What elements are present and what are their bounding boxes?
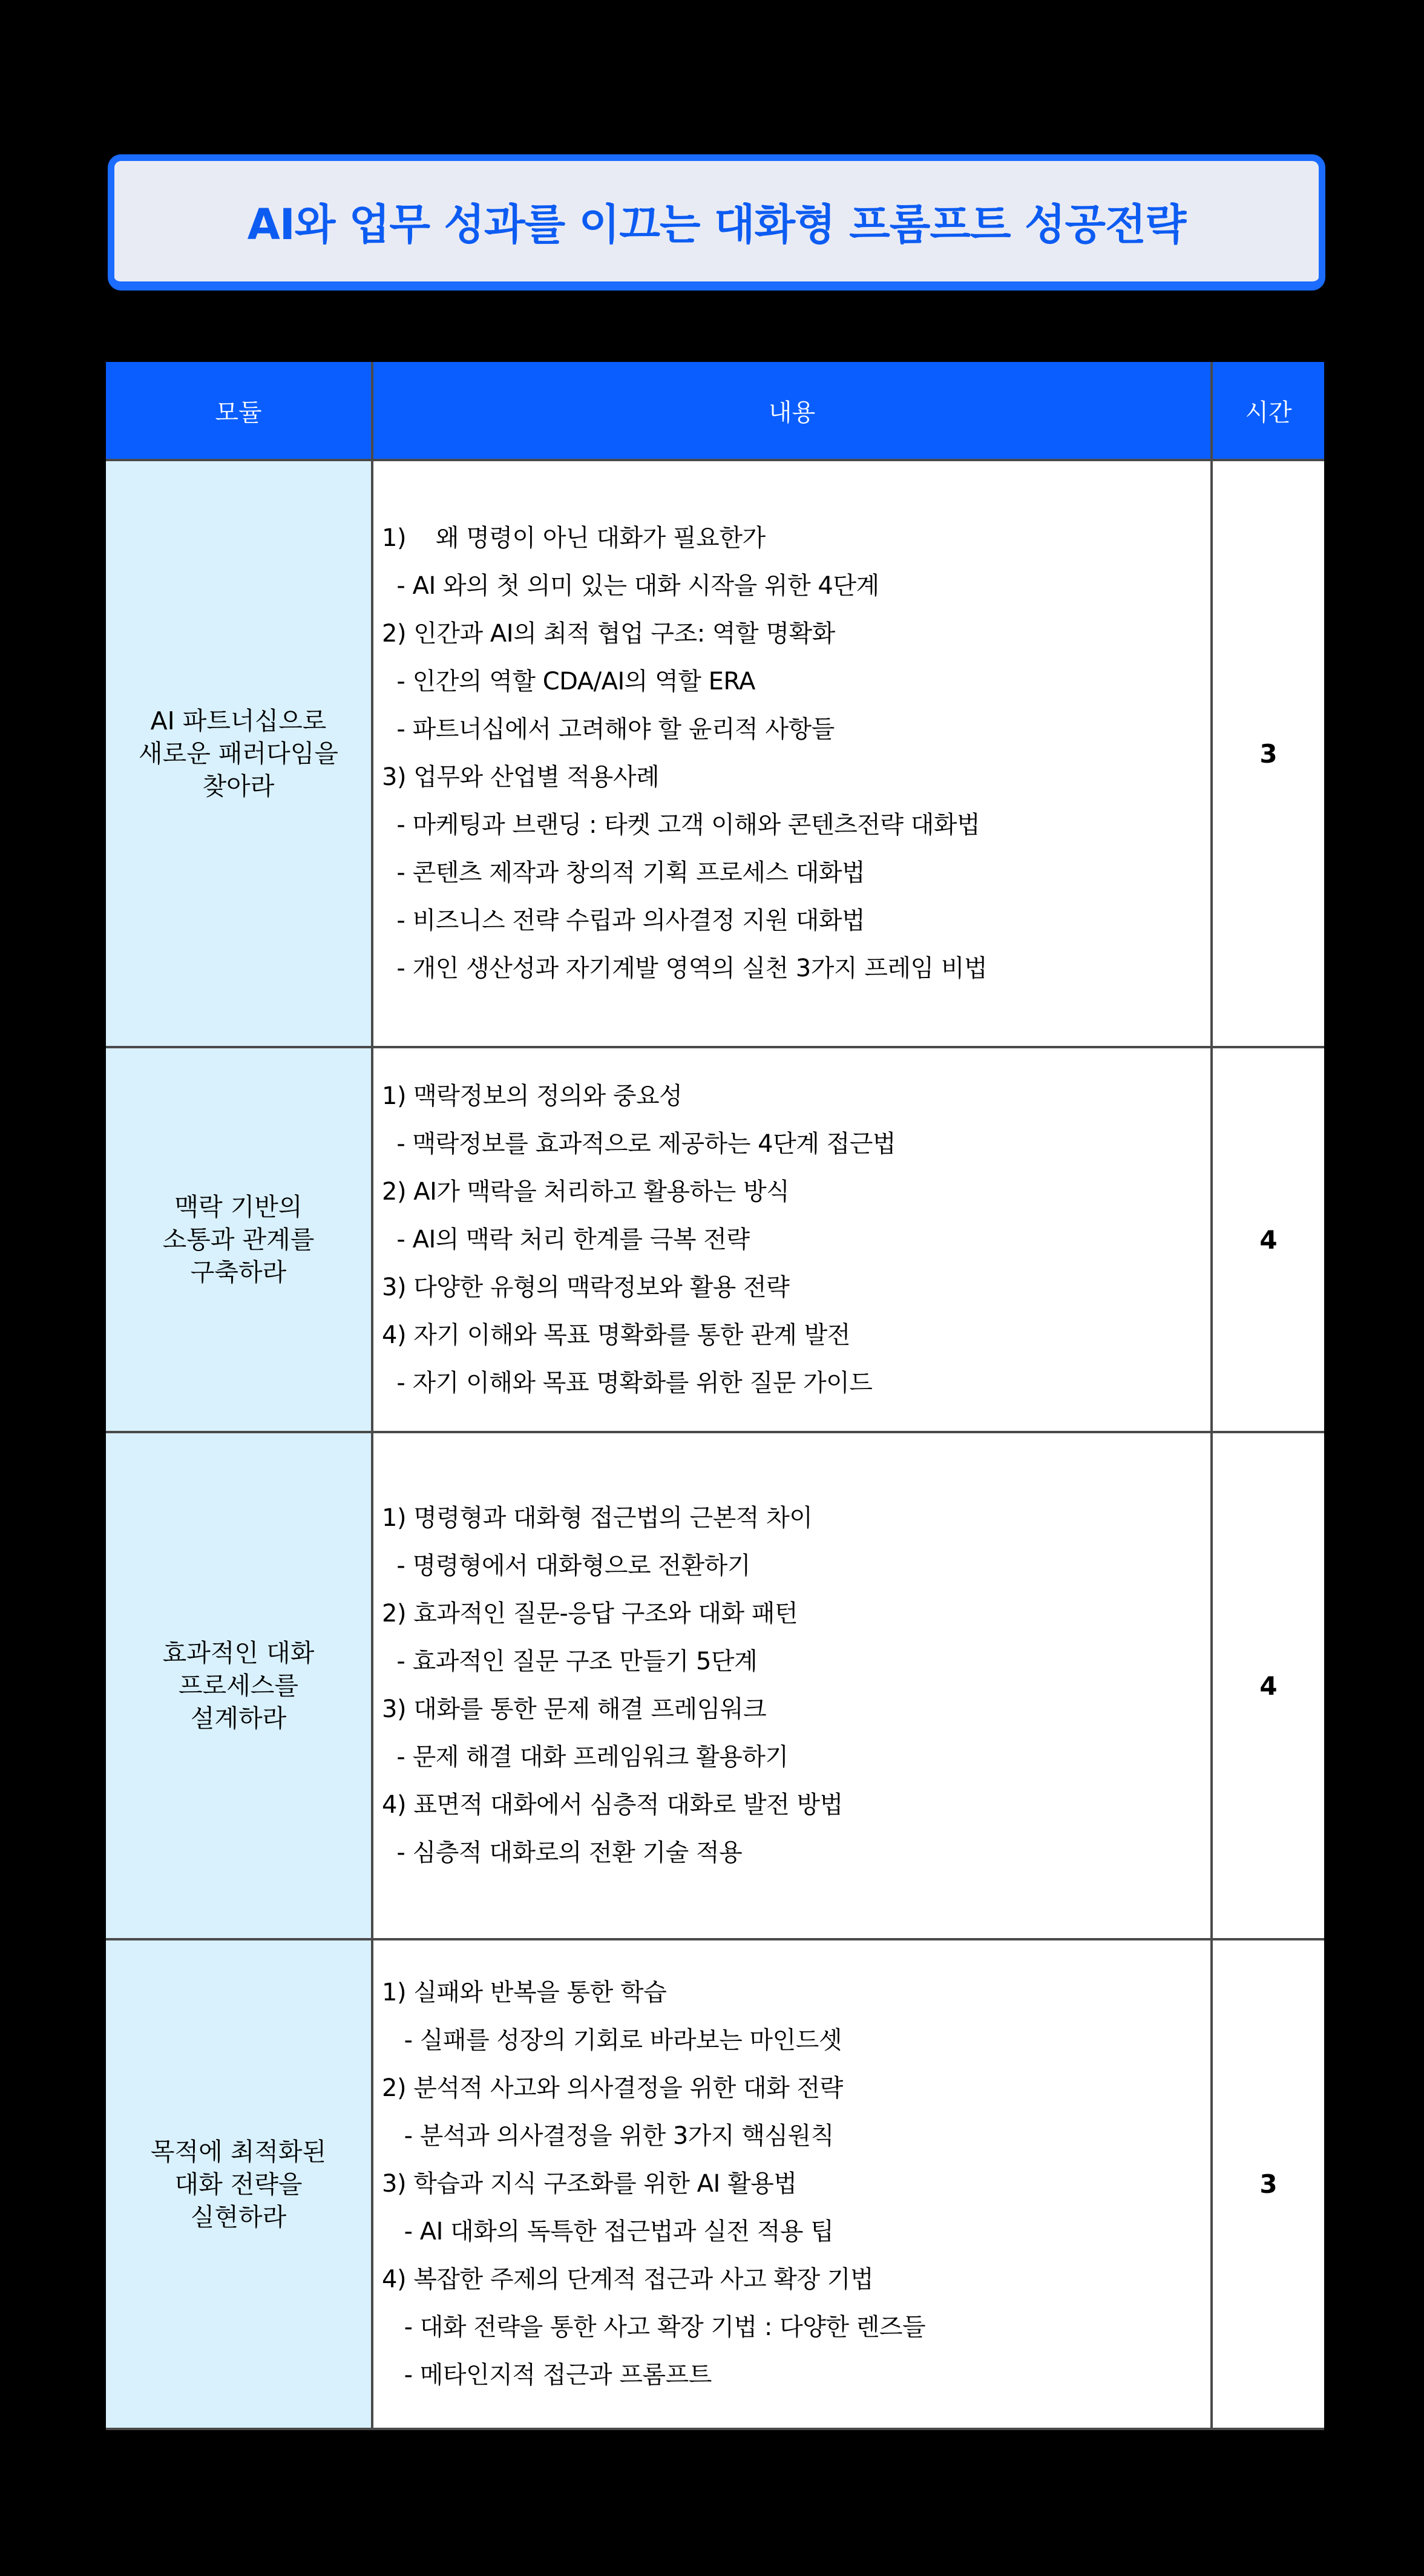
content-line: - 실패를 성장의 기회로 바라보는 마인드셋	[382, 2026, 842, 2054]
module-name-line: 구축하라	[190, 1258, 287, 1287]
module-name-line: 실현하라	[190, 2202, 287, 2232]
module-name-line: 소통과 관계를	[162, 1225, 315, 1254]
module-cell	[106, 1939, 372, 2429]
module-name-line: 새로운 패러다임을	[139, 739, 338, 768]
content-line: - 효과적인 질문 구조 만들기 5단계	[382, 1648, 758, 1675]
time-cell: 4	[1212, 1047, 1324, 1432]
content-line: - 콘텐츠 제작과 창의적 기획 프로세스 대화법	[382, 859, 865, 887]
table-row	[106, 1939, 1324, 2429]
time-cell: 3	[1212, 460, 1324, 1047]
curriculum-table	[106, 362, 1324, 2430]
content-line: 4) 자기 이해와 목표 명확화를 통한 관계 발전	[382, 1321, 850, 1349]
table-header-row	[106, 362, 1324, 460]
content-line: - 분석과 의사결정을 위한 3가지 핵심원칙	[382, 2122, 834, 2150]
module-cell	[106, 1432, 372, 1939]
content-line: - 마케팅과 브랜딩 : 타켓 고객 이해와 콘텐츠전략 대화법	[382, 811, 980, 839]
title-banner	[108, 154, 1325, 291]
header-module: 모듈	[106, 362, 372, 460]
header-time: 시간	[1212, 362, 1324, 460]
content-line: - 비즈니스 전략 수립과 의사결정 지원 대화법	[382, 907, 865, 935]
content-line: 4) 복잡한 주제의 단계적 접근과 사고 확장 기법	[382, 2266, 874, 2293]
time-cell: 3	[1212, 1939, 1324, 2429]
content-line: 2) 효과적인 질문-응답 구조와 대화 패턴	[382, 1600, 798, 1628]
table-row	[106, 1432, 1324, 1939]
content-line: - 심층적 대화로의 전환 기술 적용	[382, 1839, 743, 1867]
content-cell	[372, 1047, 1212, 1432]
content-line: - 대화 전략을 통한 사고 확장 기법 : 다양한 렌즈들	[382, 2313, 926, 2341]
content-line: 3) 다양한 유형의 맥락정보와 활용 전략	[382, 1273, 790, 1301]
content-line: 1) 맥락정보의 정의와 중요성	[382, 1082, 683, 1110]
content-line: 3) 대화를 통한 문제 해결 프레임워크	[382, 1695, 767, 1723]
content-line: 2) AI가 맥락을 처리하고 활용하는 방식	[382, 1177, 790, 1206]
content-cell	[372, 460, 1212, 1047]
module-name-line: AI 파트너십으로	[150, 706, 327, 735]
content-cell	[372, 1939, 1212, 2429]
module-name-line: 목적에 최적화된	[150, 2137, 327, 2166]
content-line: - 자기 이해와 목표 명확화를 위한 질문 가이드	[382, 1368, 873, 1397]
table-row	[106, 460, 1324, 1047]
content-line: 3) 학습과 지식 구조화를 위한 AI 활용법	[382, 2170, 797, 2198]
module-name-line: 효과적인 대화	[162, 1638, 315, 1668]
content-cell	[372, 1432, 1212, 1939]
module-name-line: 찾아라	[202, 772, 275, 801]
content-line: 1) 명령형과 대화형 접근법의 근본적 차이	[382, 1504, 813, 1532]
content-line: - AI의 맥락 처리 한계를 극복 전략	[382, 1225, 750, 1254]
content-line: - 메타인지적 접근과 프롬프트	[382, 2361, 712, 2389]
content-line: 1) 왜 명령이 아닌 대화가 필요한가	[382, 524, 766, 552]
module-cell	[106, 1047, 372, 1432]
content-line: - 문제 해결 대화 프레임워크 활용하기	[382, 1743, 789, 1771]
table-row	[106, 1047, 1324, 1432]
content-line: - 개인 생산성과 자기계발 영역의 실천 3가지 프레임 비법	[382, 954, 988, 982]
content-line: 3) 업무와 산업별 적용사례	[382, 763, 660, 791]
header-content: 내용	[372, 362, 1212, 460]
content-line: - AI 대화의 독특한 접근법과 실전 적용 팁	[382, 2218, 834, 2246]
content-line: - 파트너십에서 고려해야 할 윤리적 사항들	[382, 715, 835, 743]
content-line: - AI 와의 첫 의미 있는 대화 시작을 위한 4단계	[382, 572, 879, 600]
module-name-line: 프로세스를	[178, 1671, 299, 1700]
content-line: - 맥락정보를 효과적으로 제공하는 4단계 접근법	[382, 1129, 896, 1158]
time-cell: 4	[1212, 1432, 1324, 1939]
module-name-line: 대화 전략을	[174, 2169, 303, 2199]
content-line: - 인간의 역할 CDA/AI의 역할 ERA	[382, 668, 755, 695]
module-name-line: 설계하라	[190, 1704, 287, 1733]
content-line: 1) 실패와 반복을 통한 학습	[382, 1979, 667, 2006]
content-line: 4) 표면적 대화에서 심층적 대화로 발전 방법	[382, 1791, 843, 1819]
page-title: AI와 업무 성과를 이끄는 대화형 프롬프트 성공전략	[247, 200, 1186, 249]
module-name-line: 맥락 기반의	[174, 1192, 303, 1221]
module-cell	[106, 460, 372, 1047]
content-line: 2) 인간과 AI의 최적 협업 구조: 역할 명확화	[382, 620, 835, 648]
content-line: - 명령형에서 대화형으로 전환하기	[382, 1552, 750, 1580]
content-line: 2) 분석적 사고와 의사결정을 위한 대화 전략	[382, 2074, 843, 2102]
